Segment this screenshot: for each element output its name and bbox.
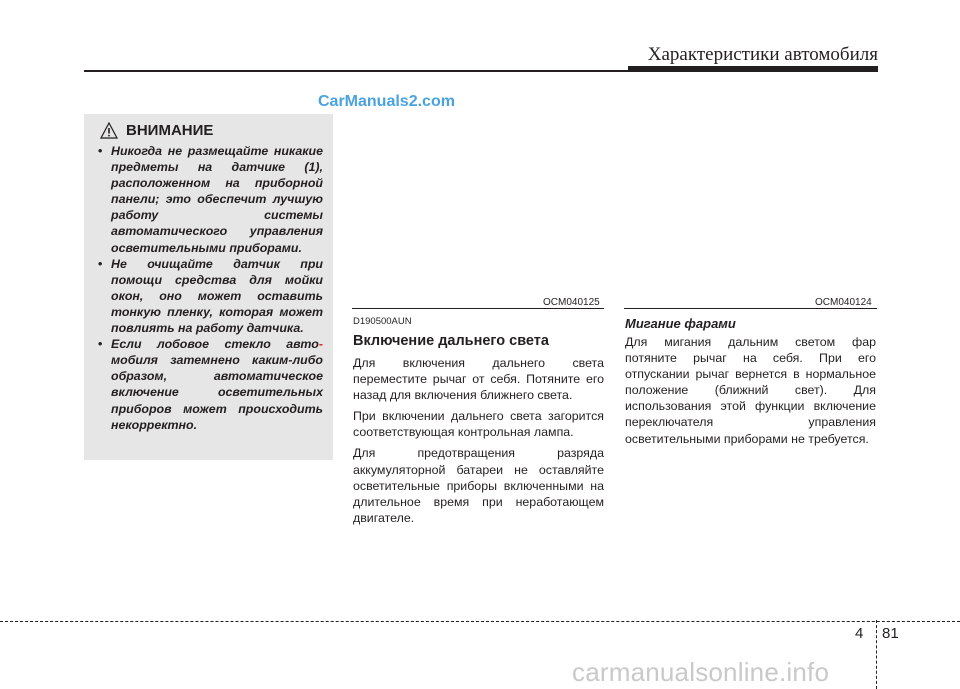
flashing-paragraph: Для мигания дальним светом фар потяните рычаг на себя. При его отпускании рычаг вернется в нормальное положение (ближний свет). Для использования этой функции включение переключателя управления осветительными приборами не требуется.	[625, 335, 876, 446]
warning-item	[96, 336, 323, 433]
high-beam-paragraph: Для предотвращения разряда аккумуляторной батареи не оставляйте осветительные приборы включенными на длительное время при неработающем двигателе.	[353, 446, 604, 525]
warning-item: • Никогда не размещайте никакие предметы на датчике (1), расположенном на приборной панели; это обеспечит лучшую работу системы автоматического управления осветительными приборами.	[96, 143, 323, 256]
high-beam-heading: Включение дальнего света	[353, 333, 549, 349]
section-code: D190500AUN	[353, 316, 412, 327]
warning-item-text: мобиля затемнено каким-либо образом, автоматическое включение осветительных приборов может происходить некорректно.	[111, 353, 323, 432]
figure-rule-right	[624, 308, 877, 309]
flashing-heading: Мигание фарами	[625, 316, 736, 331]
footer-rule	[0, 621, 960, 622]
warning-box	[84, 114, 333, 460]
hyphen-mark: -	[318, 337, 323, 352]
page-number-divider	[876, 620, 877, 689]
warning-item-text: Если лобовое стекло авто	[111, 337, 319, 352]
warning-list	[96, 143, 323, 433]
watermark-footer: carmanualsonline.info	[572, 657, 830, 687]
warning-item: • Не очищайте датчик при помощи средства для мойки окон, оно может оставить тонкую пленку, которая может повлиять на работу датчика.	[96, 256, 323, 336]
high-beam-paragraph: При включении дальнего света загорится соответствующая контрольная лампа.	[353, 409, 604, 440]
high-beam-column	[353, 316, 604, 531]
warning-title: ВНИМАНИЕ	[126, 122, 214, 139]
figure-code-right: OCM040124	[815, 297, 872, 308]
high-beam-paragraph: Для включения дальнего света переместите рычаг от себя. Потяните его назад для включения ближнего света.	[353, 356, 604, 403]
header-rule-accent	[628, 66, 878, 72]
warning-header	[100, 122, 323, 139]
figure-rule-left	[352, 308, 604, 309]
watermark-link[interactable]: CarManuals2.com	[318, 93, 455, 110]
page-number: 81	[882, 625, 899, 642]
chapter-number: 4	[855, 625, 864, 642]
section-title: Характеристики автомобиля	[647, 44, 878, 65]
flashing-column	[625, 316, 876, 452]
figure-code-left: OCM040125	[543, 297, 600, 308]
warning-triangle-icon	[100, 122, 118, 139]
